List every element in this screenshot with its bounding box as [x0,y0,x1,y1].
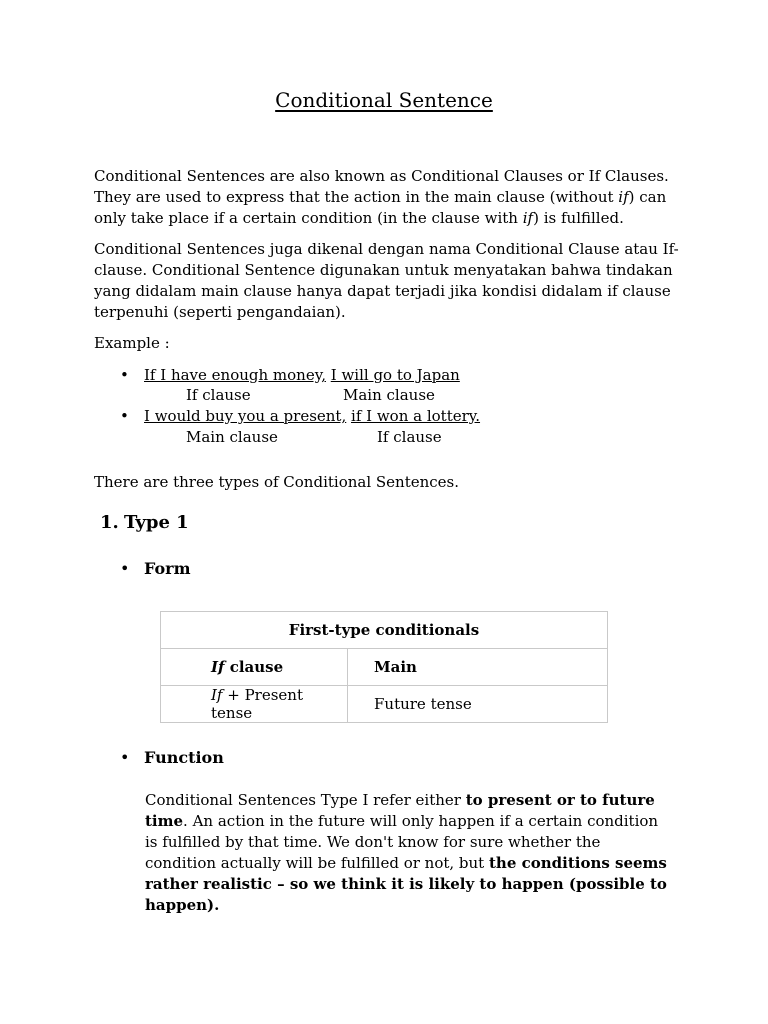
table-row [161,649,608,686]
page-title: Conditional Sentence [275,88,493,112]
form-heading [120,559,191,578]
first-type-conditionals-table [160,611,608,723]
bullet-icon: • [120,559,130,578]
table-cell-if-clause [161,686,348,723]
example-label: Example : [94,334,170,352]
bullet-icon: • [120,366,129,384]
table-row [161,686,608,723]
table-col1-header [161,649,348,686]
function-label: Function [144,748,224,767]
table-cell-main: Future tense [348,686,608,723]
row-if: If [211,686,223,704]
intro-en-if-1: if [618,188,629,206]
intro-id-text: Conditional Sentences juga dikenal dengan nama Conditional Clause atau If-clause. Conditional Sentence digunakan untuk menyatakan bahwa tindakan yang didalam main clause hanya dapat terjadi jika kondisi didalam if clause terpenuhi (seperti pengandaian). [94,240,679,321]
intro-en-if-2: if [522,209,534,227]
row-col1-rest: + Present tense [211,686,303,722]
intro-en-mid: ) can only take place if a certain condition (in the clause with [94,188,667,227]
intro-en-end: ) is fulfilled. [533,209,624,227]
bullet-icon: • [120,748,130,767]
function-paragraph [145,790,675,916]
example-1-part1: If I have enough money, [144,366,326,384]
example-2-label2: If clause [377,428,442,446]
fn-bold-2: the conditions seems rather realistic – so we think it is likely to happen (possible to happen) [145,854,667,914]
intro-en-text: Conditional Sentences are also known as Conditional Clauses or If Clauses. They are used to express that the action in the main clause (without [94,167,669,206]
form-label: Form [144,559,191,578]
fn-bold-1: to present or to future time [145,791,655,830]
example-2-part1: I would buy you a present, [144,407,347,425]
fn-text-2: . An action in the future will only happen if a certain condition is fulfilled by that time. We don't know for sure whether the condition actually will be fulfilled or not, but [145,812,659,872]
example-1-part2: I will go to Japan [330,366,460,384]
example-1-label1: If clause [186,386,251,404]
function-heading [120,748,224,767]
section-title: Type 1 [124,512,189,533]
intro-english-paragraph [94,166,684,229]
example-2 [120,406,480,427]
intro-indonesian-paragraph [94,239,684,323]
fn-text-3: . [214,896,220,914]
col1-rest: clause [224,658,284,676]
bullet-icon: • [120,407,129,425]
table-col2-header: Main [348,649,608,686]
example-2-label1: Main clause [186,428,278,446]
example-2-part2: if I won a lottery. [351,407,481,425]
col1-if: If [211,658,225,676]
example-1-label2: Main clause [343,386,435,404]
table-header-row [161,612,608,649]
section-heading-type1 [100,512,189,533]
types-intro: There are three types of Conditional Sentences. [94,473,460,491]
section-number: 1. [100,512,119,533]
table-title: First-type conditionals [161,612,608,649]
fn-text-1: Conditional Sentences Type I refer either [145,791,466,809]
example-1 [120,365,460,386]
